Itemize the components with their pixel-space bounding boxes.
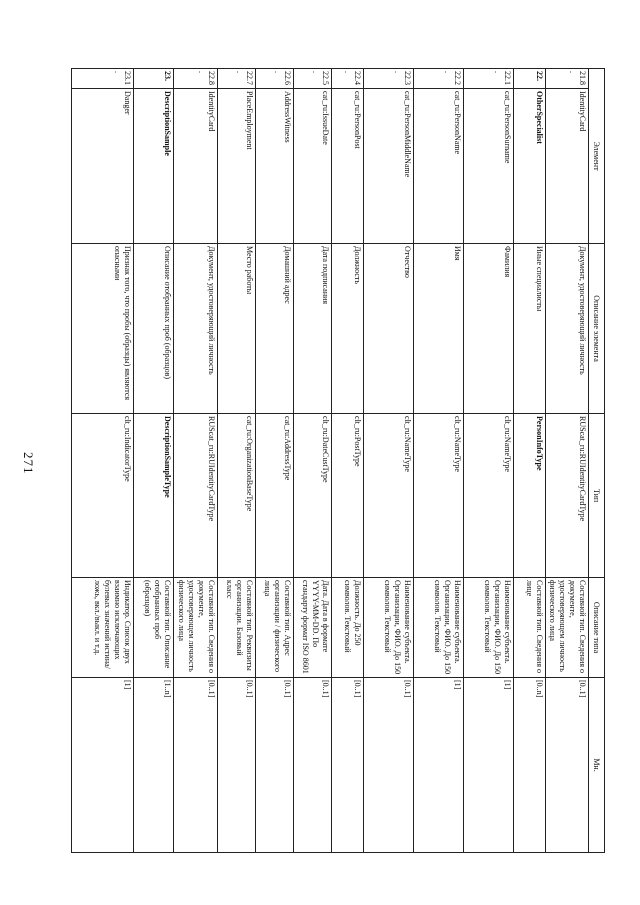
row-type: clt_ru:NameType (464, 414, 514, 578)
table-body (72, 69, 589, 853)
table-row (464, 69, 514, 853)
table-row (364, 69, 414, 853)
row-description: Документ, удостоверяющий личность (546, 244, 589, 414)
row-element: PlaceEmployment (218, 89, 256, 244)
row-multiplicity: [0..1] (218, 678, 256, 853)
row-multiplicity: [0..1] (546, 678, 589, 853)
header-type: Тип (589, 414, 605, 578)
row-type-description: Составной тип. Сведения о документе, удостоверяющем личность физического лица (174, 578, 218, 678)
row-multiplicity: [1] (464, 678, 514, 853)
row-description: Иные специалисты (514, 244, 546, 414)
row-type: PersonInfoType (514, 414, 546, 578)
row-number: 22.5. (294, 69, 332, 89)
row-type: RUScat_ru:RUIdentityCardType (174, 414, 218, 578)
row-element: OtherSpecialist (514, 89, 546, 244)
row-number: 22. (514, 69, 546, 89)
row-number: 22.1. (464, 69, 514, 89)
row-type-description: Наименование субъекта. Организации, ФИО. До 150 символов. Текстовый (364, 578, 414, 678)
row-description: Документ, удостоверяющий личность (174, 244, 218, 414)
table-row (294, 69, 332, 853)
row-description: Признак того, что пробы (образцы) являются опасными (72, 244, 134, 414)
row-number: 22.4. (332, 69, 364, 89)
row-type-description: Наименование субъекта. Организации, ФИО. До 150 символов. Текстовый (414, 578, 464, 678)
row-type: clt_ru:IndicatorType (72, 414, 134, 578)
row-multiplicity: [1..n] (134, 678, 174, 853)
row-number: 22.3. (364, 69, 414, 89)
row-description: Дата подписания (294, 244, 332, 414)
row-type: RUScat_ru:RUIdentityCardType (546, 414, 589, 578)
row-type-description: Составной тип. Сведения о лице (514, 578, 546, 678)
row-element: cat_ru:PersonMiddleName (364, 89, 414, 244)
row-multiplicity: [0..n] (514, 678, 546, 853)
row-number: 22.8. (174, 69, 218, 89)
row-type-description: Индикатор. Список двух взаимно исключающих булевых значений истина/ложь, вкл./выкл. и т.д. (72, 578, 134, 678)
specification-table (71, 68, 605, 853)
row-type: clt_ru:NameType (414, 414, 464, 578)
row-description: Должность (332, 244, 364, 414)
row-type-description: Наименование субъекта. Организации, ФИО. До 150 символов. Текстовый (464, 578, 514, 678)
row-multiplicity: [0..1] (294, 678, 332, 853)
row-element: cat_ru:PersonSurname (464, 89, 514, 244)
row-type-description: Составной тип. Описание отобранных проб (образцов) (134, 578, 174, 678)
table-row (218, 69, 256, 853)
row-element: AddressWitness (256, 89, 294, 244)
row-multiplicity: [0..1] (332, 678, 364, 853)
row-multiplicity: [0..1] (364, 678, 414, 853)
row-number: 23.1. (72, 69, 134, 89)
row-multiplicity: [1] (72, 678, 134, 853)
row-type: clt_ru:DateCustType (294, 414, 332, 578)
row-description: Отчество (364, 244, 414, 414)
row-description: Описание отобранных проб (образцов) (134, 244, 174, 414)
row-description: Имя (414, 244, 464, 414)
table-row (256, 69, 294, 853)
rotated-table-container (93, 68, 605, 852)
table-header-row (589, 69, 605, 853)
table-row (174, 69, 218, 853)
row-type: clt_ru:NameType (364, 414, 414, 578)
table-row (72, 69, 134, 853)
row-description: Фамилия (464, 244, 514, 414)
header-description: Описание элемента (589, 244, 605, 414)
row-description: Домашний адрес (256, 244, 294, 414)
row-multiplicity: [0..1] (256, 678, 294, 853)
table-row (546, 69, 589, 853)
row-type: cat_ru:AddressType (256, 414, 294, 578)
row-type: cat_ru:OrganizationBaseType (218, 414, 256, 578)
row-number: 22.7. (218, 69, 256, 89)
row-element: cat_ru:PersonPost (332, 89, 364, 244)
header-type-description: Описание типа (589, 578, 605, 678)
row-multiplicity: [0..1] (174, 678, 218, 853)
row-type-description: Дата. Дата в формате YYYY-MM-DD. По стандарту формат ISO 8601 (294, 578, 332, 678)
row-number: 21.8. (546, 69, 589, 89)
table-row (414, 69, 464, 853)
row-type-description: Составной тип. Адрес организации / физического лица (256, 578, 294, 678)
row-element: Danger (72, 89, 134, 244)
table-row (332, 69, 364, 853)
row-number: 22.6. (256, 69, 294, 89)
row-type: clt_ru:PostType (332, 414, 364, 578)
header-element: Элемент (589, 69, 605, 244)
row-type: DescriptionSampleType (134, 414, 174, 578)
row-number: 23. (134, 69, 174, 89)
row-type-description: Должность. До 250 символов. Текстовый (332, 578, 364, 678)
row-element: DescriptionSample (134, 89, 174, 244)
row-number: 22.2. (414, 69, 464, 89)
table-row (134, 69, 174, 853)
page-number: 271 (21, 452, 36, 475)
row-element: cat_ru:PersonName (414, 89, 464, 244)
row-type-description: Составной тип. Сведения о документе, удостоверяющем личность физического лица (546, 578, 589, 678)
row-description: Место работы (218, 244, 256, 414)
row-element: IdentityCard (546, 89, 589, 244)
row-element: cat_ru:IssueDate (294, 89, 332, 244)
table-row (514, 69, 546, 853)
row-multiplicity: [1] (414, 678, 464, 853)
header-multiplicity: Мн. (589, 678, 605, 853)
row-element: IdentityCard (174, 89, 218, 244)
row-type-description: Составной тип. Реквизиты организации. Базовый класс (218, 578, 256, 678)
